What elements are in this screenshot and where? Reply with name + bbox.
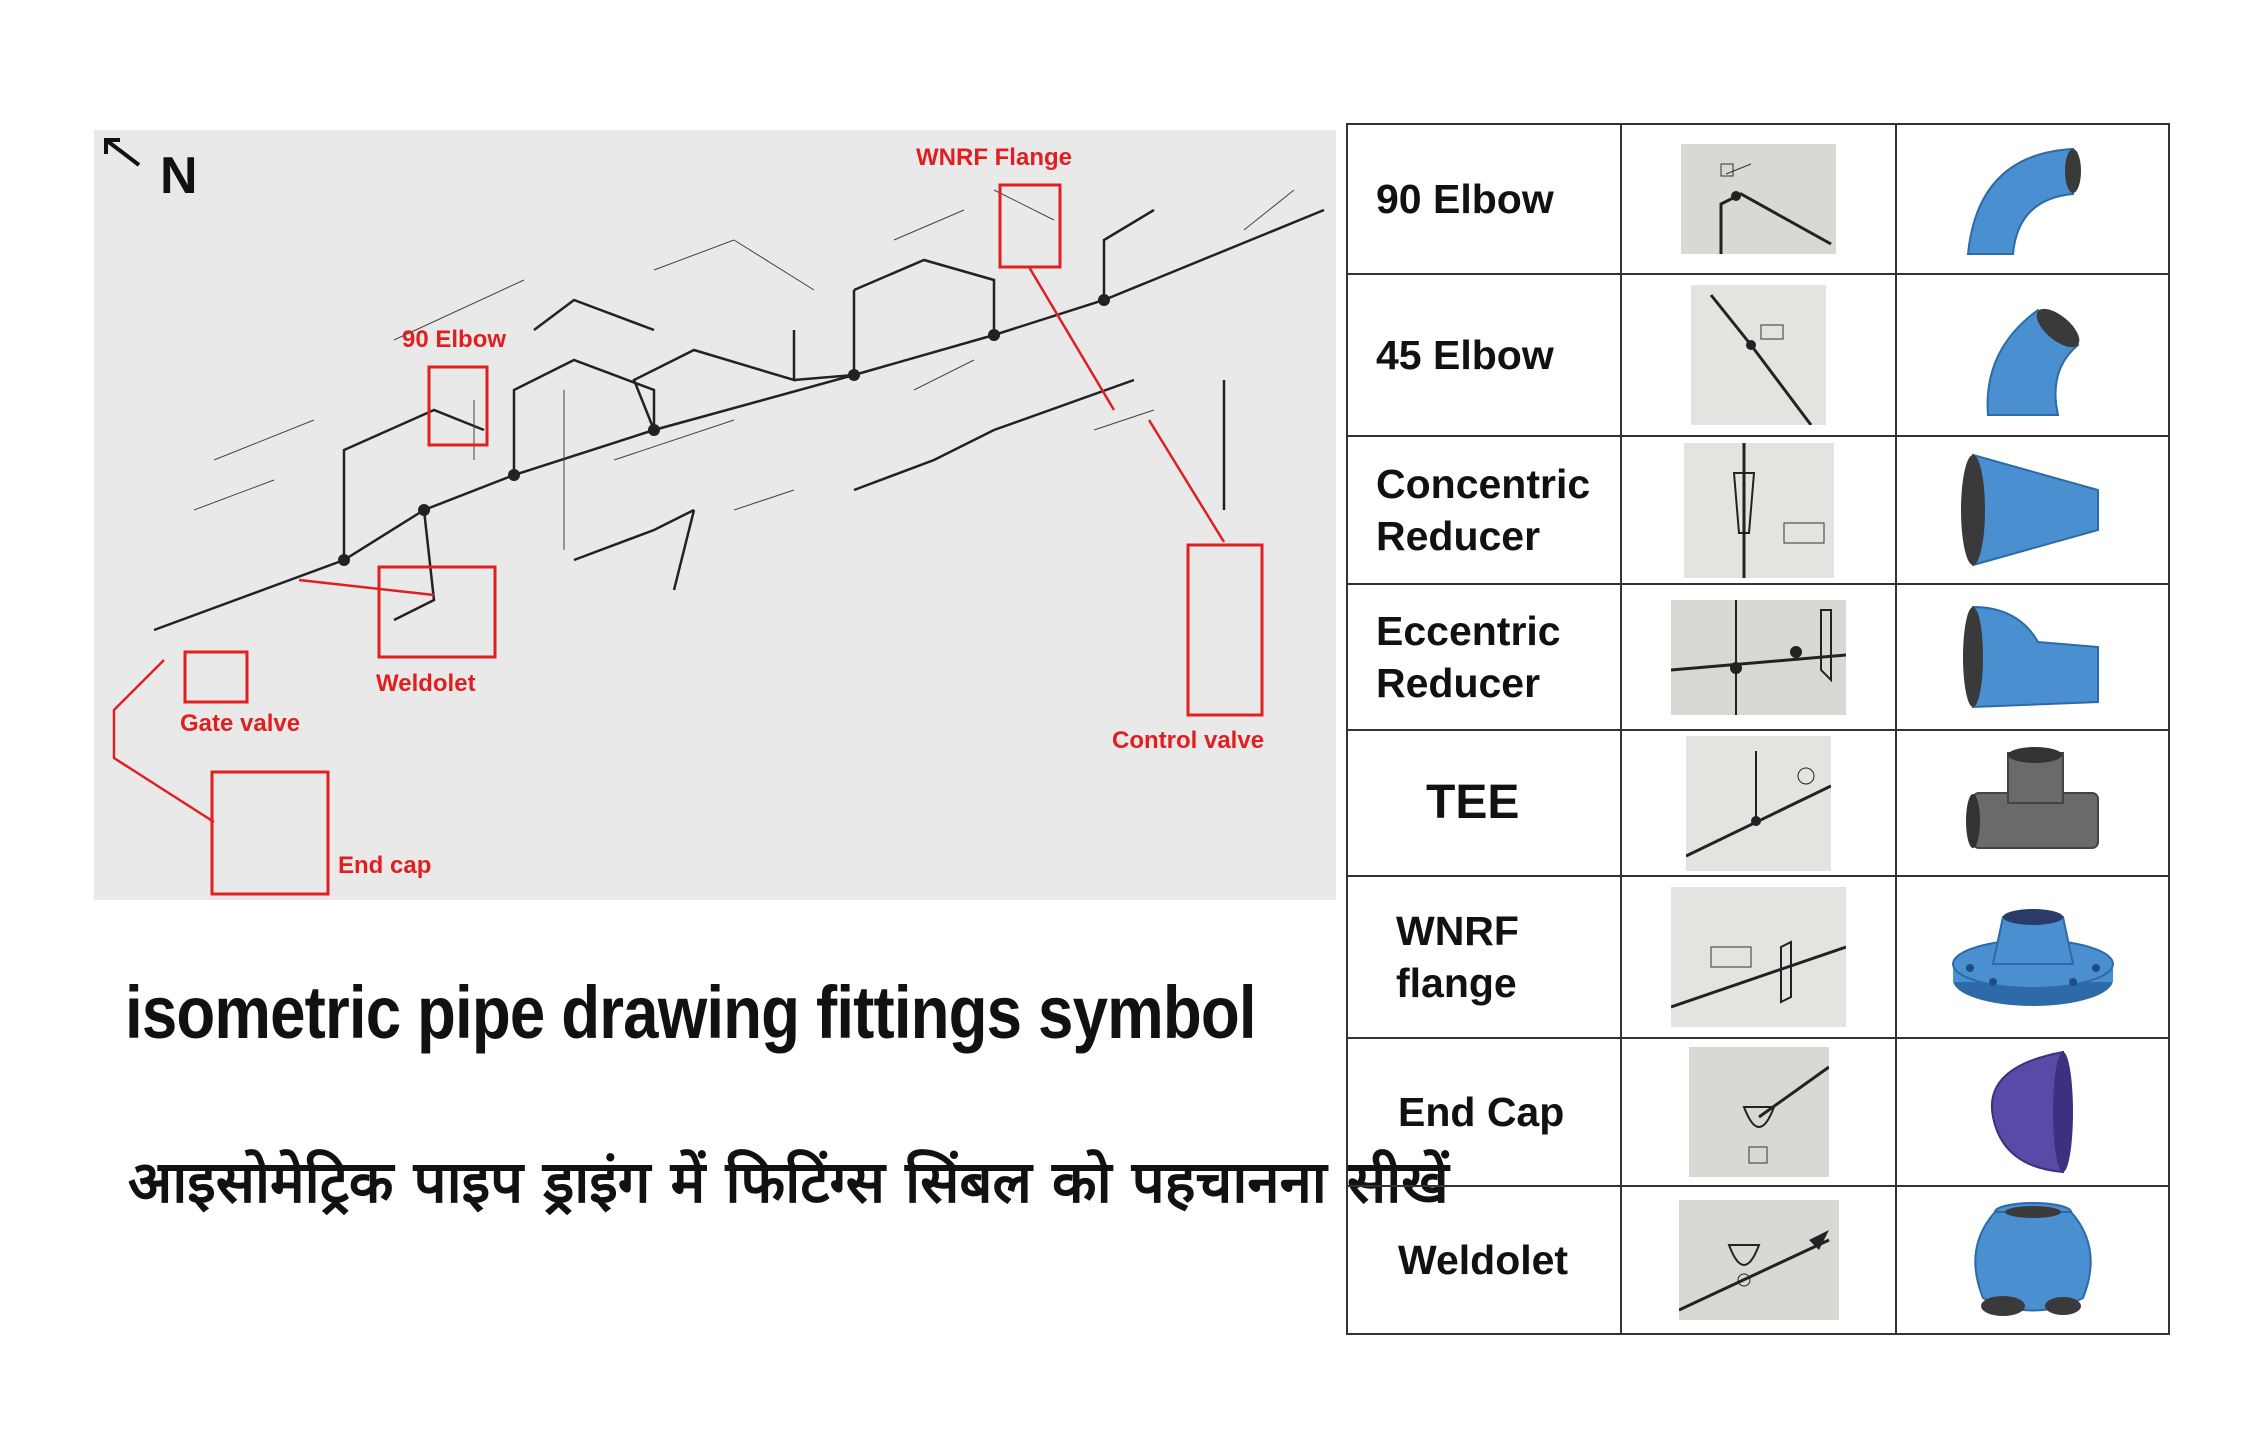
fitting-name: Concentric Reducer <box>1376 461 1591 559</box>
isometric-drawing <box>94 130 1336 900</box>
weldolet-symbol <box>1679 1200 1839 1320</box>
callout-control-valve: Control valve <box>1112 727 1265 754</box>
tee-icon <box>1958 743 2108 863</box>
table-row <box>1348 275 2168 437</box>
fitting-name: Weldolet <box>1398 1237 1569 1283</box>
table-row <box>1348 731 2168 877</box>
table-row <box>1348 437 2168 585</box>
callout-end-cap: End cap <box>338 852 432 879</box>
elbow-45-symbol <box>1691 285 1826 425</box>
table-row <box>1348 585 2168 731</box>
end-cap-icon <box>1973 1047 2093 1177</box>
concentric-reducer-symbol <box>1684 443 1834 578</box>
table-row <box>1348 1187 2168 1333</box>
fitting-name: Eccentric Reducer <box>1376 608 1561 706</box>
isometric-sketch <box>94 130 1336 900</box>
fitting-name: 90 Elbow <box>1376 176 1554 222</box>
callout-wnrf-flange: WNRF Flange <box>916 144 1072 171</box>
eccentric-reducer-symbol <box>1671 600 1846 715</box>
page-subtitle-hindi: आइसोमेट्रिक पाइप ड्राइंग में फिटिंग्स सिंबल को पहचानना सीखें <box>128 1148 1449 1216</box>
north-label: N <box>160 147 198 205</box>
page-title: isometric pipe drawing fittings symbol <box>125 971 1256 1054</box>
callout-gate-valve: Gate valve <box>180 710 301 737</box>
table-row <box>1348 877 2168 1039</box>
fitting-name: 45 Elbow <box>1376 332 1554 378</box>
fitting-name: WNRF flange <box>1396 908 1519 1006</box>
end-cap-symbol <box>1689 1047 1829 1177</box>
wnrf-flange-symbol <box>1671 887 1846 1027</box>
callout-weldolet: Weldolet <box>376 670 476 697</box>
elbow-45-icon <box>1958 290 2108 420</box>
callout-90-elbow: 90 Elbow <box>402 326 507 353</box>
eccentric-reducer-icon <box>1958 602 2108 712</box>
fitting-name: TEE <box>1426 776 1520 829</box>
concentric-reducer-icon <box>1958 450 2108 570</box>
table-row <box>1348 125 2168 275</box>
table-row <box>1348 1039 2168 1187</box>
elbow-90-icon <box>1958 139 2108 259</box>
wnrf-flange-icon <box>1948 902 2118 1012</box>
tee-symbol <box>1686 736 1831 871</box>
elbow-90-symbol <box>1681 144 1836 254</box>
weldolet-icon <box>1958 1198 2108 1323</box>
fitting-name: End Cap <box>1398 1089 1565 1135</box>
fittings-table <box>1346 123 2170 1335</box>
